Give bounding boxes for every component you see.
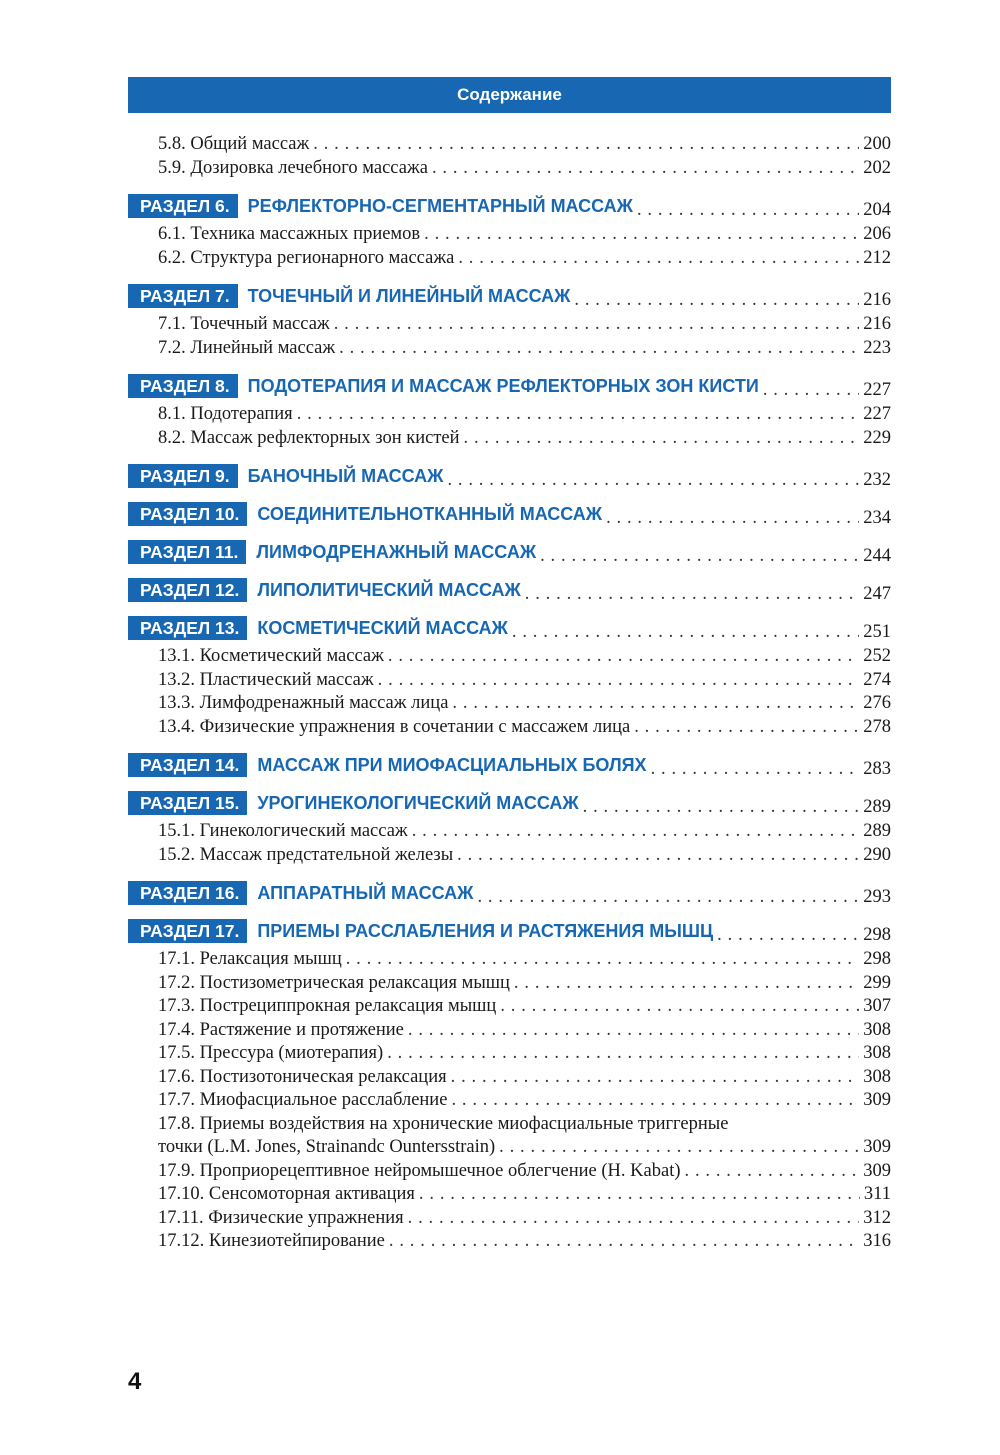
section-page: 289 [863, 796, 891, 817]
dot-leader [387, 1042, 859, 1066]
dot-leader [514, 972, 859, 996]
running-header: Содержание [128, 77, 891, 113]
page-number: 4 [128, 1368, 142, 1395]
toc-section-15[interactable] [128, 791, 891, 815]
section-title: УРОГИНЕКОЛОГИЧЕСКИЙ МАССАЖ [257, 792, 579, 813]
section-title: КОСМЕТИЧЕСКИЙ МАССАЖ [257, 617, 508, 638]
section-title: МАССАЖ ПРИ МИОФАСЦИАЛЬНЫХ БОЛЯХ [257, 754, 647, 775]
toc-entry[interactable] [128, 1207, 891, 1231]
section-page: 247 [863, 583, 891, 604]
section-label: РАЗДЕЛ 12. [128, 578, 247, 602]
toc-section-13[interactable] [128, 616, 891, 640]
dot-leader [388, 645, 859, 669]
dot-leader [651, 759, 860, 780]
toc-entry-page: 278 [863, 716, 891, 737]
dot-leader [512, 622, 859, 643]
dot-leader [457, 844, 859, 868]
toc-entry[interactable] [128, 427, 891, 451]
dot-leader [451, 1066, 860, 1090]
toc-entry-page: 202 [863, 157, 891, 178]
toc-entry-title: 13.3. Лимфодренажный массаж лица [158, 693, 449, 713]
toc-entry-title: 17.4. Растяжение и протяжение [158, 1019, 404, 1040]
toc-entry-page: 309 [863, 1160, 891, 1181]
toc-entry-page: 309 [863, 1137, 891, 1157]
toc-entry-title: точки (L.M. Jones, Strainandc Ountersstrain) [158, 1137, 496, 1157]
toc-entry-page: 308 [863, 1019, 891, 1040]
section-page: 216 [863, 289, 891, 310]
toc-section-12[interactable] [128, 578, 891, 602]
toc-entry-page: 206 [863, 224, 891, 244]
toc-entry[interactable] [128, 669, 891, 693]
dot-leader [378, 669, 860, 693]
toc-entry-title: 7.2. Линейный массаж [158, 337, 336, 358]
toc-entry-page: 276 [863, 693, 891, 713]
section-title: АППАРАТНЫЙ МАССАЖ [257, 882, 474, 903]
toc-entry-page: 298 [863, 949, 891, 969]
toc-entry[interactable] [128, 157, 891, 181]
dot-leader [408, 1207, 860, 1231]
dot-leader [477, 887, 859, 908]
toc-entry[interactable] [128, 1183, 891, 1207]
toc-entry[interactable] [128, 1066, 891, 1090]
toc-entry-page: 252 [863, 646, 891, 666]
toc-entry-title: 17.10. Сенсомоторная активация [158, 1184, 415, 1204]
table-of-contents [128, 133, 891, 1254]
toc-entry-title: 13.4. Физические упражнения в сочетании с массажем лица [158, 716, 631, 737]
toc-entry-page: 216 [863, 314, 891, 334]
dot-leader [432, 157, 859, 181]
section-label: РАЗДЕЛ 16. [128, 881, 247, 905]
dot-leader [452, 692, 859, 716]
toc-entry-title: 6.1. Техника массажных приемов [158, 224, 421, 244]
toc-section-16[interactable] [128, 881, 891, 905]
toc-entry[interactable] [128, 820, 891, 844]
toc-entry[interactable] [128, 1230, 891, 1254]
toc-entry[interactable] [128, 223, 891, 247]
toc-entry-title: 15.1. Гинекологический массаж [158, 821, 408, 841]
dot-leader [685, 1160, 860, 1184]
toc-entry-title: 13.1. Косметический массаж [158, 646, 384, 666]
dot-leader [447, 470, 859, 491]
toc-section-17[interactable] [128, 919, 891, 943]
toc-entry-page: 289 [863, 821, 891, 841]
toc-entry-page: 311 [863, 1184, 891, 1204]
toc-entry[interactable] [128, 403, 891, 427]
toc-entry-title: 17.6. Постизотоническая релаксация [158, 1066, 447, 1087]
toc-entry-title: 17.7. Миофасциальное расслабление [158, 1090, 448, 1110]
dot-leader [606, 508, 859, 529]
toc-entry-title: 13.2. Пластический массаж [158, 669, 374, 690]
toc-entry-title: 8.2. Массаж рефлекторных зон кистей [158, 427, 460, 448]
toc-entry-title: 17.8. Приемы воздействия на хронические миофасциальные триггерные [158, 1113, 729, 1134]
dot-leader [634, 716, 859, 740]
dot-leader [763, 380, 859, 401]
toc-entry-title: 8.1. Подотерапия [158, 404, 293, 424]
toc-entry[interactable] [128, 1042, 891, 1066]
section-title: ТОЧЕЧНЫЙ И ЛИНЕЙНЫЙ МАССАЖ [247, 285, 571, 306]
toc-section-10[interactable] [128, 502, 891, 526]
toc-entry-title: 17.2. Постизометрическая релаксация мышц [158, 972, 510, 993]
dot-leader [334, 313, 860, 337]
toc-entry[interactable] [128, 844, 891, 868]
section-page: 244 [863, 545, 891, 566]
toc-entry-page: 308 [863, 1043, 891, 1063]
section-label: РАЗДЕЛ 7. [128, 284, 238, 308]
dot-leader [464, 427, 860, 451]
section-title: ПРИЕМЫ РАССЛАБЛЕНИЯ И РАСТЯЖЕНИЯ МЫШЦ [257, 920, 714, 941]
section-title: ПОДОТЕРАПИЯ И МАССАЖ РЕФЛЕКТОРНЫХ ЗОН КИСТИ [247, 375, 759, 396]
toc-entry-page: 309 [863, 1090, 891, 1110]
toc-entry-title: 17.5. Прессура (миотерапия) [158, 1043, 384, 1063]
toc-entry-page: 212 [863, 247, 891, 268]
dot-leader [583, 797, 860, 818]
section-page: 234 [863, 507, 891, 528]
toc-entry-page: 307 [863, 996, 891, 1016]
section-page: 251 [863, 621, 891, 642]
toc-entry-page: 274 [863, 669, 891, 690]
toc-entry[interactable] [128, 133, 891, 157]
toc-entry-page: 312 [863, 1207, 891, 1228]
section-title: ЛИПОЛИТИЧЕСКИЙ МАССАЖ [257, 579, 521, 600]
section-label: РАЗДЕЛ 6. [128, 194, 238, 218]
section-label: РАЗДЕЛ 15. [128, 791, 247, 815]
toc-entry-title: 5.9. Дозировка лечебного массажа [158, 157, 428, 178]
toc-entry-title: 5.8. Общий массаж [158, 134, 310, 154]
dot-leader [540, 546, 859, 567]
toc-entry-page: 223 [863, 337, 891, 358]
toc-entry[interactable] [128, 313, 891, 337]
dot-leader [637, 200, 859, 221]
toc-entry-page: 290 [863, 844, 891, 865]
section-page: 227 [863, 379, 891, 400]
dot-leader [499, 1136, 859, 1160]
dot-leader [313, 133, 859, 157]
section-label: РАЗДЕЛ 9. [128, 464, 238, 488]
section-title: СОЕДИНИТЕЛЬНОТКАННЫЙ МАССАЖ [257, 503, 603, 524]
toc-entry[interactable] [128, 692, 891, 716]
section-label: РАЗДЕЛ 11. [128, 540, 246, 564]
section-title: БАНОЧНЫЙ МАССАЖ [247, 465, 444, 486]
toc-entry-title: 17.1. Релаксация мышц [158, 949, 342, 969]
toc-entry[interactable] [128, 1160, 891, 1184]
dot-leader [339, 337, 859, 361]
dot-leader [424, 223, 859, 247]
toc-entry-title: 6.2. Структура регионарного массажа [158, 247, 455, 268]
dot-leader [574, 290, 859, 311]
toc-entry-multiline-first[interactable] [128, 1113, 891, 1137]
toc-section-11[interactable] [128, 540, 891, 564]
toc-entry-page: 227 [863, 404, 891, 424]
toc-section-9[interactable] [128, 464, 891, 488]
dot-leader [389, 1230, 859, 1254]
toc-entry[interactable] [128, 1089, 891, 1113]
toc-entry[interactable] [128, 337, 891, 361]
toc-entry-page: 229 [863, 427, 891, 448]
toc-section-8[interactable] [128, 374, 891, 398]
section-title: ЛИМФОДРЕНАЖНЫЙ МАССАЖ [256, 541, 537, 562]
toc-entry-title: 7.1. Точечный массаж [158, 314, 330, 334]
section-label: РАЗДЕЛ 10. [128, 502, 247, 526]
dot-leader [419, 1183, 860, 1207]
toc-entry[interactable] [128, 247, 891, 271]
section-page: 293 [863, 886, 891, 907]
dot-leader [500, 995, 859, 1019]
toc-section-14[interactable] [128, 753, 891, 777]
toc-entry[interactable] [128, 1136, 891, 1160]
section-label: РАЗДЕЛ 14. [128, 753, 247, 777]
toc-entry-title: 17.11. Физические упражнения [158, 1207, 404, 1228]
toc-entry-page: 308 [863, 1066, 891, 1087]
dot-leader [717, 925, 859, 946]
toc-entry[interactable] [128, 995, 891, 1019]
toc-entry-page: 200 [863, 134, 891, 154]
toc-entry-page: 316 [863, 1231, 891, 1251]
section-label: РАЗДЕЛ 8. [128, 374, 238, 398]
toc-entry-title: 15.2. Массаж предстательной железы [158, 844, 454, 865]
section-page: 232 [863, 469, 891, 490]
dot-leader [412, 820, 860, 844]
toc-section-6[interactable] [128, 194, 891, 218]
toc-entry-title: 17.3. Пострециппрокная релаксация мышц [158, 996, 497, 1016]
dot-leader [346, 948, 860, 972]
section-page: 283 [863, 758, 891, 779]
section-title: РЕФЛЕКТОРНО-СЕГМЕНТАРНЫЙ МАССАЖ [247, 195, 633, 216]
toc-entry[interactable] [128, 948, 891, 972]
section-label: РАЗДЕЛ 13. [128, 616, 247, 640]
toc-entry[interactable] [128, 972, 891, 996]
dot-leader [451, 1089, 859, 1113]
toc-section-7[interactable] [128, 284, 891, 308]
dot-leader [297, 403, 860, 427]
toc-entry[interactable] [128, 716, 891, 740]
dot-leader [525, 584, 859, 605]
toc-entry-page: 299 [863, 972, 891, 993]
dot-leader [458, 247, 859, 271]
toc-entry-title: 17.12. Кинезиотейпирование [158, 1231, 385, 1251]
dot-leader [408, 1019, 859, 1043]
toc-entry-title: 17.9. Проприорецептивное нейромышечное облегчение (H. Kabat) [158, 1160, 681, 1181]
section-label: РАЗДЕЛ 17. [128, 919, 247, 943]
toc-entry[interactable] [128, 1019, 891, 1043]
section-page: 298 [863, 924, 891, 945]
section-page: 204 [863, 199, 891, 220]
toc-entry[interactable] [128, 645, 891, 669]
